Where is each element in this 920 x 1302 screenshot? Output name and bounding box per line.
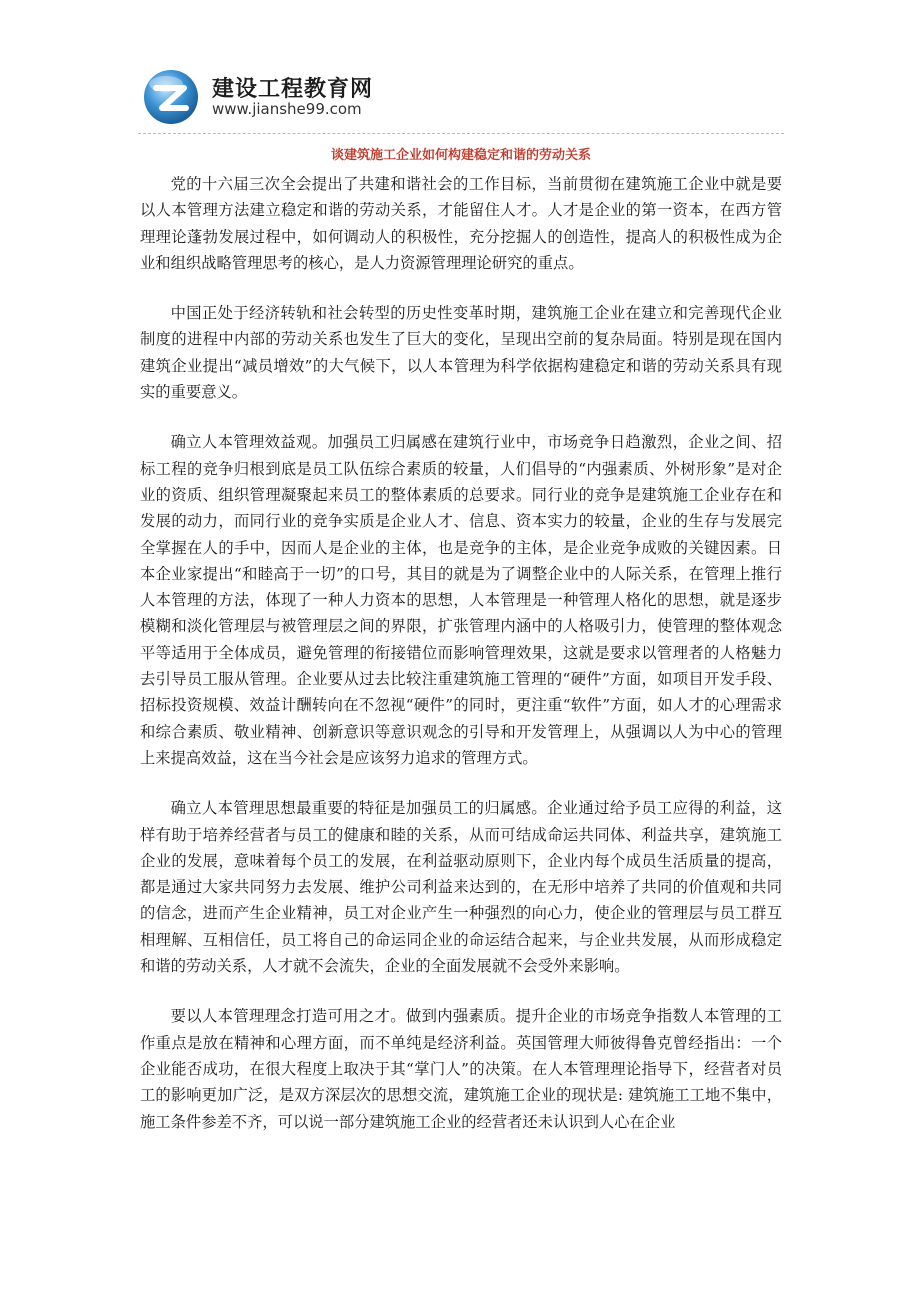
jianshe-logo-icon [142,68,200,126]
article-body [140,171,782,1159]
paragraph-1: 党的十六届三次全会提出了共建和谐社会的工作目标，当前贯彻在建筑施工企业中就是要以人本管理方法建立稳定和谐的劳动关系，才能留住人才。人才是企业的第一资本，在西方管理理论蓬勃发展过程中，如何调动人的积极性，充分挖掘人的创造性，提高人的积极性成为企业和组织战略管理思考的核心，是人力资源管理理论研究的重点。 [140,175,782,272]
document-title: 谈建筑施工企业如何构建稳定和谐的劳动关系 [330,148,591,163]
site-header [142,66,782,128]
paragraph-2: 中国正处于经济转轨和社会转型的历史性变革时期，建筑施工企业在建立和完善现代企业制度的进程中内部的劳动关系也发生了巨大的变化，呈现出空前的复杂局面。特别是现在国内建筑企业提出“减员增效”的大气候下，以人本管理为科学依据构建稳定和谐的劳动关系具有现实的重要意义。 [140,304,782,402]
paragraph-4: 确立人本管理思想最重要的特征是加强员工的归属感。企业通过给予员工应得的利益，这样有助于培养经营者与员工的健康和睦的关系，从而可结成命运共同体、利益共享，建筑施工企业的发展，意味着每个员工的发展，在利益驱动原则下，企业内每个成员生活质量的提高，都是通过大家共同努力去发展、维护公司利益来达到的，在无形中培养了共同的价值观和共同的信念，进而产生企业精神，员工对企业产生一种强烈的向心力，使企业的管理层与员工群互相理解、互相信任，员工将自己的命运同企业的命运结合起来，与企业共发展，从而形成稳定和谐的劳动关系，人才就不会流失，企业的全面发展就不会受外来影响。 [140,799,782,976]
paragraph-3: 确立人本管理效益观。加强员工归属感在建筑行业中，市场竞争日趋激烈，企业之间、招标工程的竞争归根到底是员工队伍综合素质的较量，人们倡导的“内强素质、外树形象”是对企业的资质、组织管理凝聚起来员工的整体素质的总要求。同行业的竞争是建筑施工企业存在和发展的动力，而同行业的竞争实质是企业人才、信息、资本实力的较量，企业的生存与发展完全掌握在人的手中，因而人是企业的主体，也是竞争的主体，是企业竞争成败的关键因素。日本企业家提出“和睦高于一切”的口号，其目的就是为了调整企业中的人际关系，在管理上推行人本管理的方法，体现了一种人力资本的思想，人本管理是一种管理人格化的思想，就是逐步模糊和淡化管理层与被管理层之间的界限，扩张管理内涵中的人格吸引力，使管理的整体观念平等适用于全体成员，避免管理的衔接错位而影响管理效果，这就是要求以管理者的人格魅力去引导员工服从管理。企业要从过去比较注重建筑施工管理的“硬件”方面，如项目开发手段、招标投资规模、效益计酬转向在不忽视“硬件”的同时，更注重“软件”方面，如人才的心理需求和综合素质、敬业精神、创新意识等意识观念的引导和开发管理上，从强调以人为中心的管理上来提高效益，这在当今社会是应该努力追求的管理方式。 [140,433,782,767]
paragraph-5: 要以人本管理理念打造可用之才。做到内强素质。提升企业的市场竞争指数人本管理的工作重点是放在精神和心理方面，而不单纯是经济利益。英国管理大师彼得鲁克曾经指出：一个企业能否成功，在很大程度上取决于其“掌门人”的决策。在人本管理理论指导下，经营者对员工的影响更加广泛，是双方深层次的思想交流，建筑施工企业的现状是: 建筑施工工地不集中，施工条件参差不齐，可以说一部分建筑施工企业的经营者还未认识到人心在企业 [140,1007,782,1131]
header-divider [138,133,784,134]
brand-url: www.jianshe99.com [212,100,362,118]
brand-name: 建设工程教育网 [212,77,374,102]
